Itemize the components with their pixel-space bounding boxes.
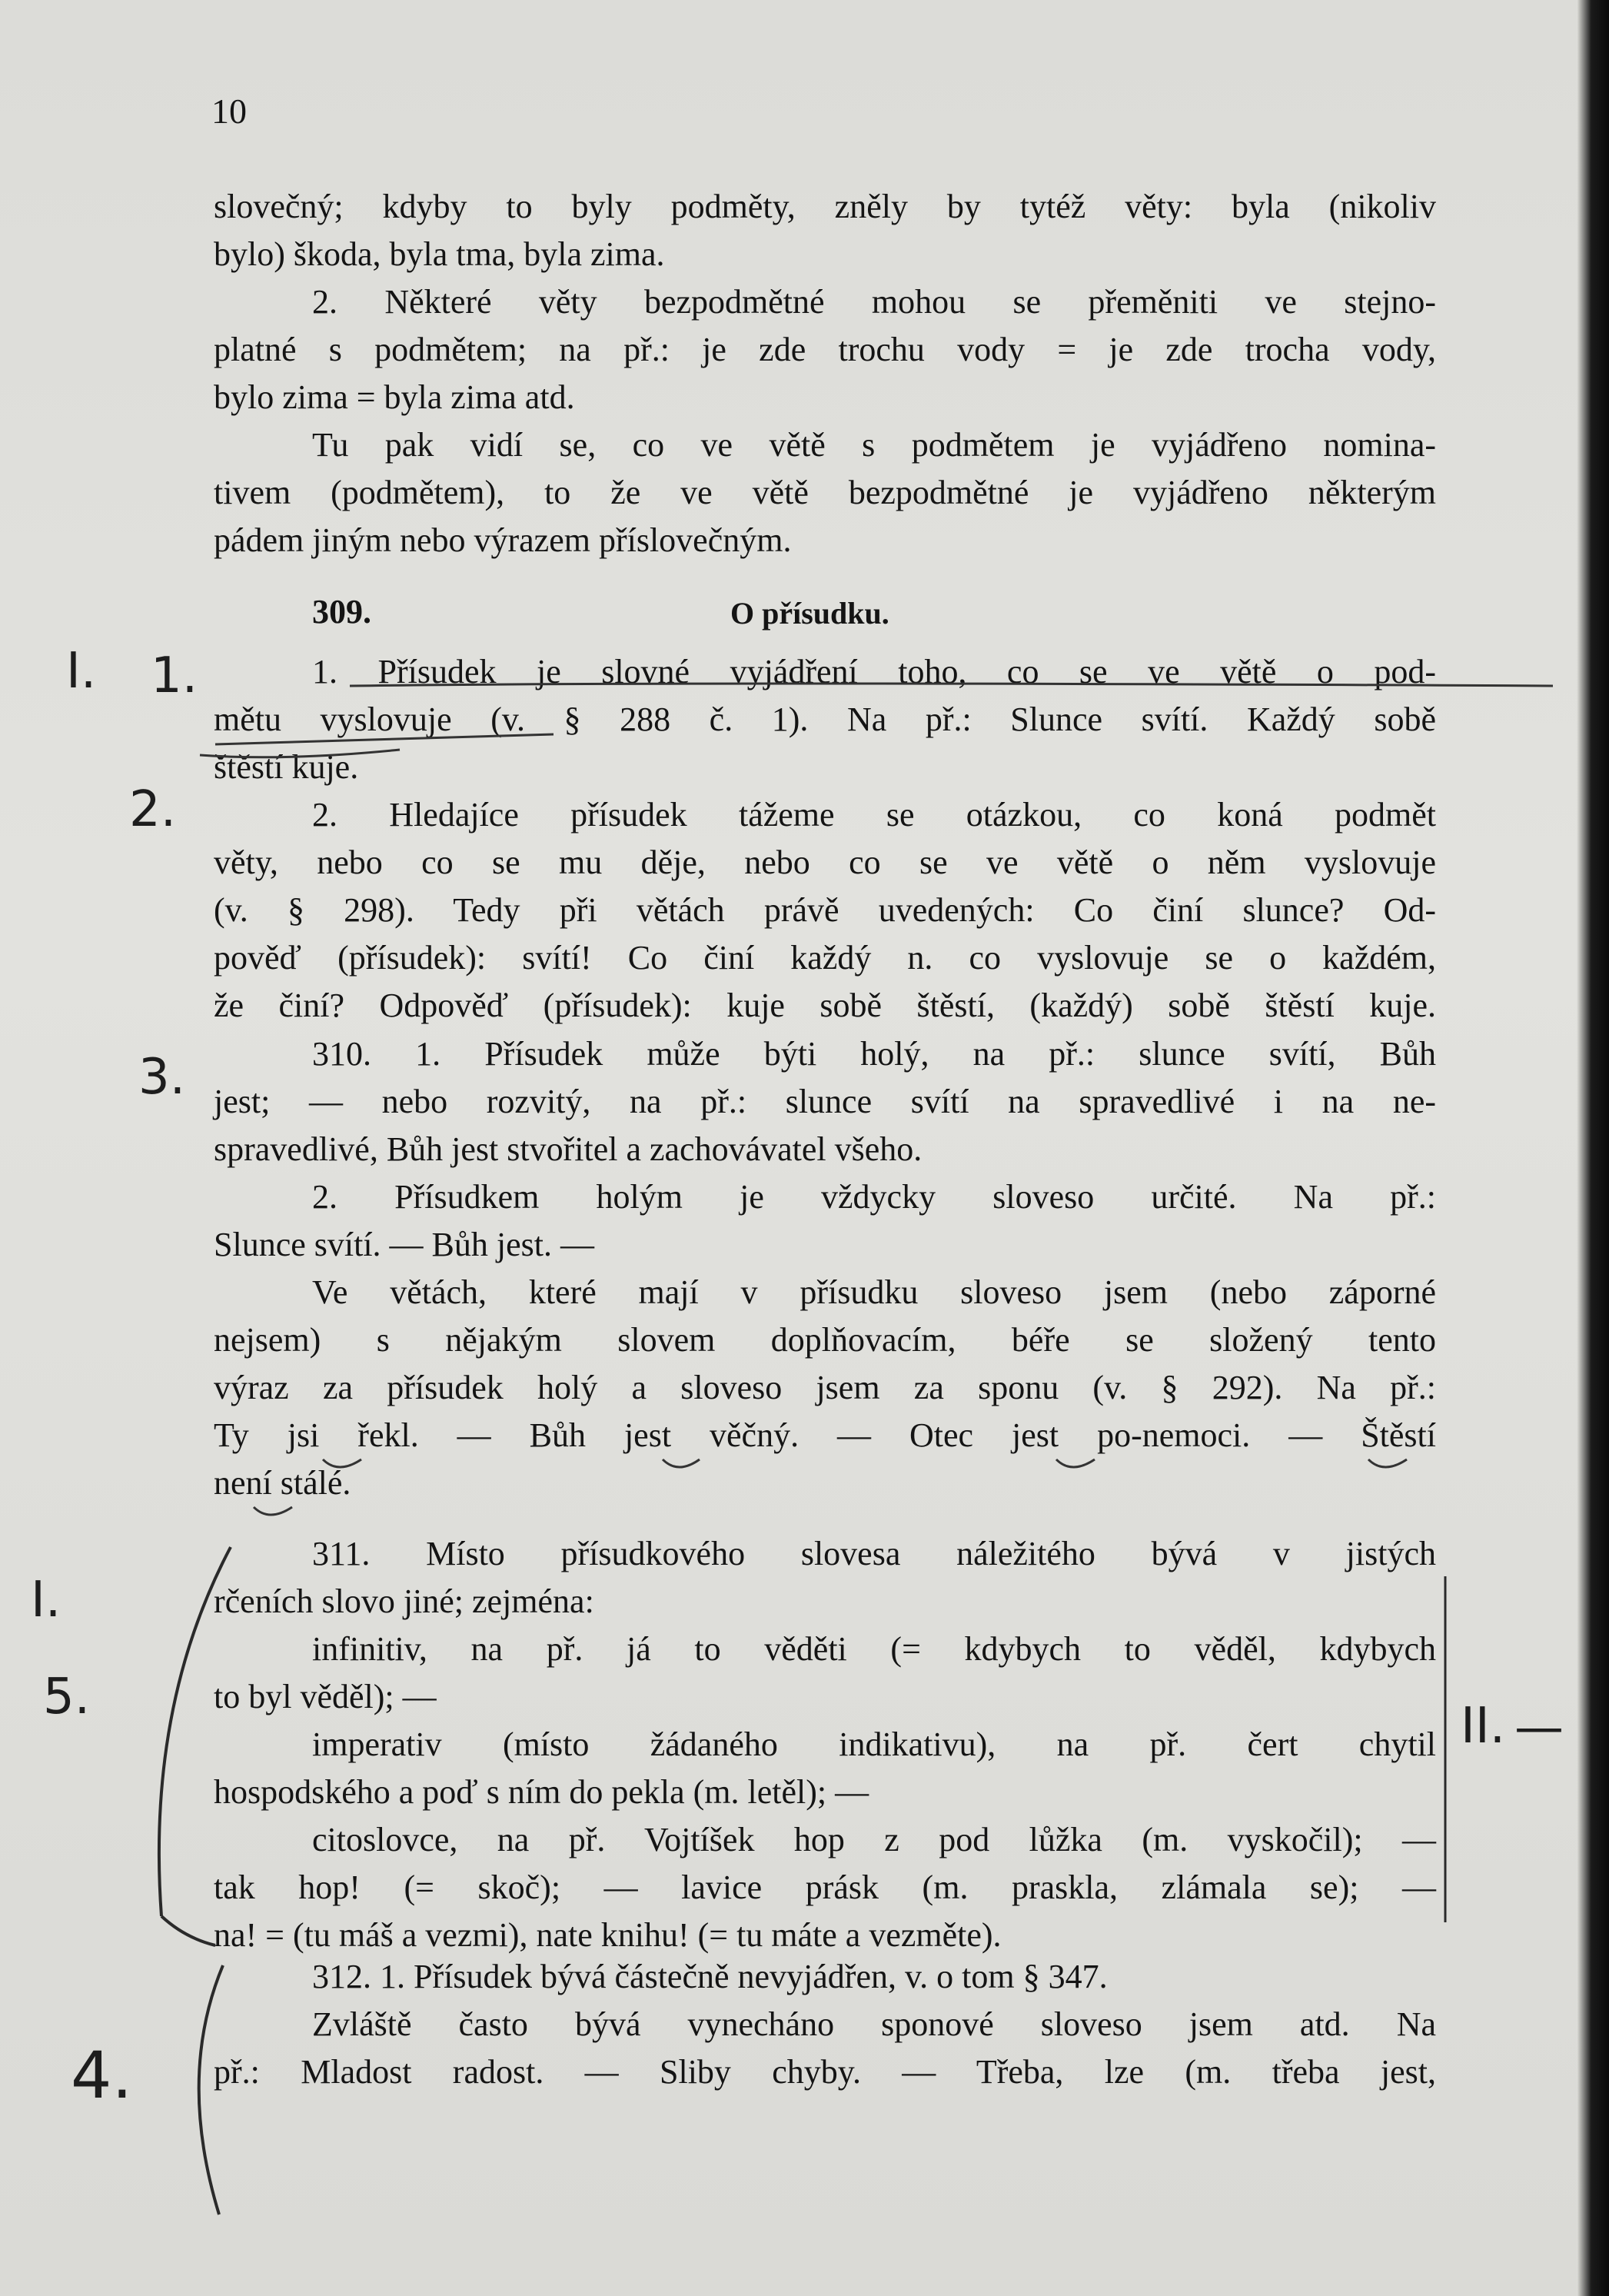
- text-line: imperativ (místo žádaného indikativu), na př. čert chytil: [312, 1725, 1436, 1763]
- underline-mark: [215, 734, 554, 744]
- text-line: př.: Mladost radost. — Sliby chyby. — Třeba, lze (m. třeba jest,: [214, 2053, 1436, 2091]
- text-line: (v. § 298). Tedy při větách právě uvedených: Co činí slunce? Od-: [214, 891, 1436, 929]
- text-line: platné s podmětem; na př.: je zde trochu vody = je zde trocha vody,: [214, 331, 1436, 368]
- handwritten-note: I.: [31, 1572, 62, 1629]
- text-line: Ty jsi řekl. — Bůh jest věčný. — Otec jest po-nemoci. — Štěstí: [214, 1416, 1436, 1454]
- text-line: 312. 1. Přísudek bývá částečně nevyjádřen, v. o tom § 347.: [312, 1958, 1108, 1995]
- text-line: 310. 1. Přísudek může býti holý, na př.: slunce svítí, Bůh: [312, 1035, 1436, 1073]
- text-line: bylo zima = byla zima atd.: [214, 378, 575, 416]
- handwritten-note: 5.: [43, 1669, 91, 1725]
- text-line: pověď (přísudek): svítí! Co činí každý n. co vyslovuje se o každém,: [214, 939, 1436, 977]
- handwritten-note: 4.: [71, 2038, 133, 2113]
- text-line: Zvláště často bývá vynecháno sponové sloveso jsem atd. Na: [312, 2005, 1436, 2043]
- text-line: 1. Přísudek je slovné vyjádření toho, co se ve větě o pod-: [312, 653, 1436, 690]
- section-number-309: 309.: [312, 593, 371, 631]
- text-line: mětu vyslovuje (v. § 288 č. 1). Na př.: Slunce svítí. Každý sobě: [214, 700, 1436, 738]
- text-line: Tu pak vidí se, co ve větě s podmětem je vyjádřeno nomina-: [312, 426, 1436, 464]
- handwritten-note: 2.: [129, 781, 177, 838]
- text-line: bylo) škoda, byla tma, byla zima.: [214, 235, 665, 273]
- text-line: na! = (tu máš a vezmi), nate knihu! (= tu máte a vezměte).: [214, 1916, 1002, 1954]
- bracket-mark: [159, 1547, 231, 1916]
- text-line: 311. Místo přísudkového slovesa náležitého bývá v jistých: [312, 1535, 1436, 1572]
- text-line: rčeních slovo jiné; zejména:: [214, 1582, 594, 1620]
- text-line: spravedlivé, Bůh jest stvořitel a zachovávatel všeho.: [214, 1130, 923, 1168]
- handwritten-note: I.: [66, 643, 97, 700]
- text-line: citoslovce, na př. Vojtíšek hop z pod lůžka (m. vyskočil); —: [312, 1821, 1436, 1858]
- tie-mark: [254, 1507, 292, 1515]
- handwritten-note: 3.: [138, 1049, 186, 1106]
- handwritten-note: II.: [1461, 1698, 1506, 1755]
- text-line: věty, nebo co se mu děje, nebo co se ve větě o něm vyslovuje: [214, 844, 1436, 881]
- underline-mark: [350, 684, 1553, 686]
- tie-mark: [663, 1459, 700, 1467]
- text-line: slovečný; kdyby to byly podměty, zněly by tytéž věty: byla (nikoliv: [214, 188, 1436, 225]
- underline-mark: [200, 750, 400, 757]
- text-line: tak hop! (= skoč); — lavice prásk (m. praskla, zlámala se); —: [214, 1868, 1436, 1906]
- text-line: tivem (podmětem), to že ve větě bezpodmětné je vyjádřeno některým: [214, 474, 1436, 511]
- section-title: O přísudku.: [730, 596, 889, 631]
- text-line: 2. Některé věty bezpodmětné mohou se přeměniti ve stejno-: [312, 283, 1436, 321]
- page-number: 10: [211, 92, 247, 131]
- text-line: to byl věděl); —: [214, 1678, 437, 1715]
- text-line: hospodského a poď s ním do pekla (m. letěl); —: [214, 1773, 869, 1811]
- text-line: že činí? Odpověď (přísudek): kuje sobě štěstí, (každý) sobě štěstí kuje.: [214, 987, 1436, 1024]
- text-line: nejsem) s nějakým slovem doplňovacím, béře se složený tento: [214, 1321, 1436, 1359]
- text-line: Ve větách, které mají v přísudku sloveso jsem (nebo záporné: [312, 1273, 1436, 1311]
- text-line: infinitiv, na př. já to věděti (= kdybych to věděl, kdybych: [312, 1630, 1436, 1668]
- text-line: pádem jiným nebo výrazem příslovečným.: [214, 521, 792, 559]
- tie-mark: [323, 1459, 361, 1467]
- tie-mark: [1056, 1459, 1095, 1467]
- text-line: 2. Hledajíce přísudek tážeme se otázkou, co koná podmět: [312, 796, 1436, 834]
- bracket-mark: [161, 1916, 215, 1945]
- bracket-mark: [199, 1965, 223, 2214]
- text-line: Slunce svítí. — Bůh jest. —: [214, 1226, 594, 1263]
- tie-mark: [1368, 1459, 1407, 1467]
- handwritten-note: —: [1514, 1699, 1564, 1756]
- text-line: štěstí kuje.: [214, 748, 359, 786]
- text-line: není stálé.: [214, 1464, 351, 1502]
- handwritten-note: 1.: [151, 647, 198, 704]
- text-line: 2. Přísudkem holým je vždycky sloveso určité. Na př.:: [312, 1178, 1436, 1216]
- text-line: výraz za přísudek holý a sloveso jsem za sponu (v. § 292). Na př.:: [214, 1369, 1436, 1406]
- text-line: jest; — nebo rozvitý, na př.: slunce svítí na spravedlivé i na ne-: [214, 1083, 1436, 1120]
